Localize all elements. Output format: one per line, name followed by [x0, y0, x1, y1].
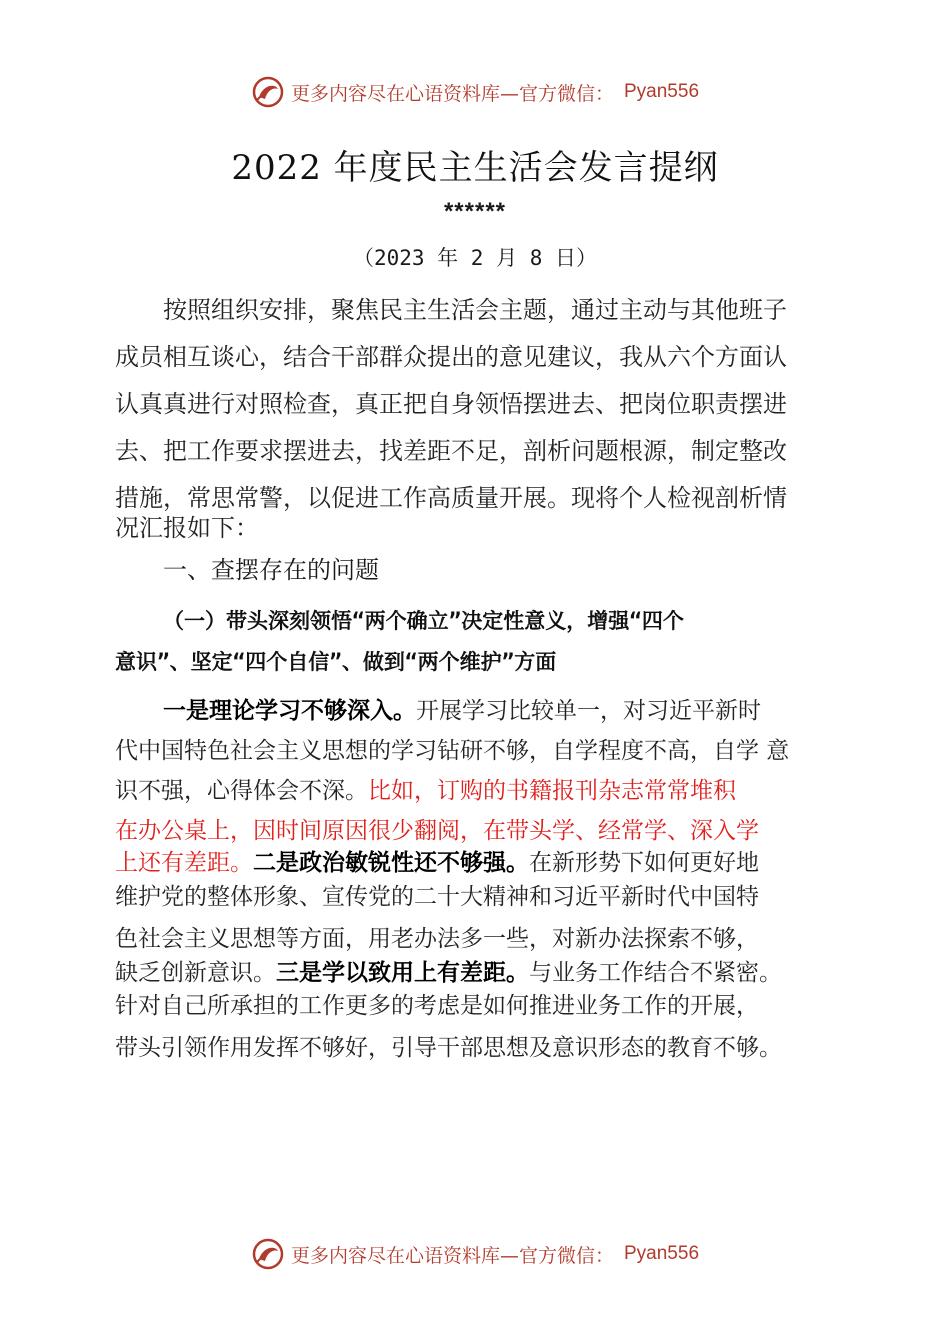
highlighted-text: 比如，订购的书籍报刊杂志常常堆积 — [368, 778, 736, 804]
document-date: （2023 年 2 月 8 日） — [352, 246, 598, 270]
subsection-heading: （一）带头深刻领悟“两个确立”决定性意义，增强“四个 — [163, 609, 684, 633]
section-heading: 一、查摆存在的问题 — [163, 556, 379, 584]
paragraph-line: 缺乏创新意识。三是学以致用上有差距。与业务工作结合不紧密。 — [115, 960, 782, 986]
intro-line: 况汇报如下： — [115, 514, 259, 542]
wechat-id: Pyan556 — [624, 81, 700, 102]
paragraph-line: 针对自己所承担的工作更多的考虑是如何推进业务工作的开展， — [115, 993, 759, 1019]
point-lead: 二是政治敏锐性还不够强。 — [253, 850, 529, 876]
paragraph-line: 色社会主义思想等方面，用老办法多一些，对新办法探索不够， — [115, 926, 759, 952]
banner-text: 更多内容尽在心语资料库—官方微信： — [290, 82, 614, 105]
document-title: 2022 年度民主生活会发言提纲 — [231, 148, 719, 188]
intro-line: 成员相互谈心，结合干部群众提出的意见建议，我从六个方面认 — [115, 343, 787, 371]
author-name: ****** — [443, 198, 507, 225]
wechat-id: Pyan556 — [624, 1243, 700, 1264]
point-lead: 一是理论学习不够深入。 — [163, 698, 416, 724]
paragraph-line: 一是理论学习不够深入。开展学习比较单一，对习近平新时 — [163, 698, 761, 724]
point-lead: 三是学以致用上有差距。 — [276, 960, 529, 986]
highlighted-text: 上还有差距。 — [115, 850, 253, 876]
intro-line: 去、把工作要求摆进去，找差距不足，剖析问题根源，制定整改 — [115, 437, 787, 465]
paragraph-line: 代中国特色社会主义思想的学习钻研不够，自学程度不高，自学 意 — [115, 738, 790, 764]
paragraph-line: 维护党的整体形象、宣传党的二十大精神和习近平新时代中国特 — [115, 884, 759, 910]
intro-line: 措施，常思常警，以促进工作高质量开展。现将个人检视剖析情 — [115, 484, 787, 512]
banner-text: 更多内容尽在心语资料库—官方微信： — [290, 1244, 614, 1267]
intro-line: 认真真进行对照检查，真正把自身领悟摆进去、把岗位职责摆进 — [115, 390, 787, 418]
paragraph-line: 带头引领作用发挥不够好，引导干部思想及意识形态的教育不够。 — [115, 1035, 782, 1061]
highlighted-text: 在办公桌上，因时间原因很少翻阅，在带头学、经常学、深入学 — [115, 818, 759, 844]
swirl-logo-icon — [251, 75, 285, 109]
subsection-heading: 意识”、坚定“四个自信”、做到“两个维护”方面 — [115, 650, 557, 674]
header-banner — [0, 72, 950, 112]
paragraph-line: 上还有差距。二是政治敏锐性还不够强。在新形势下如何更好地 — [115, 850, 759, 876]
intro-line: 按照组织安排，聚焦民主生活会主题，通过主动与其他班子 — [163, 296, 787, 324]
paragraph-line: 识不强，心得体会不深。比如，订购的书籍报刊杂志常常堆积 — [115, 778, 736, 804]
swirl-logo-icon — [251, 1237, 285, 1271]
footer-banner — [0, 1234, 950, 1274]
